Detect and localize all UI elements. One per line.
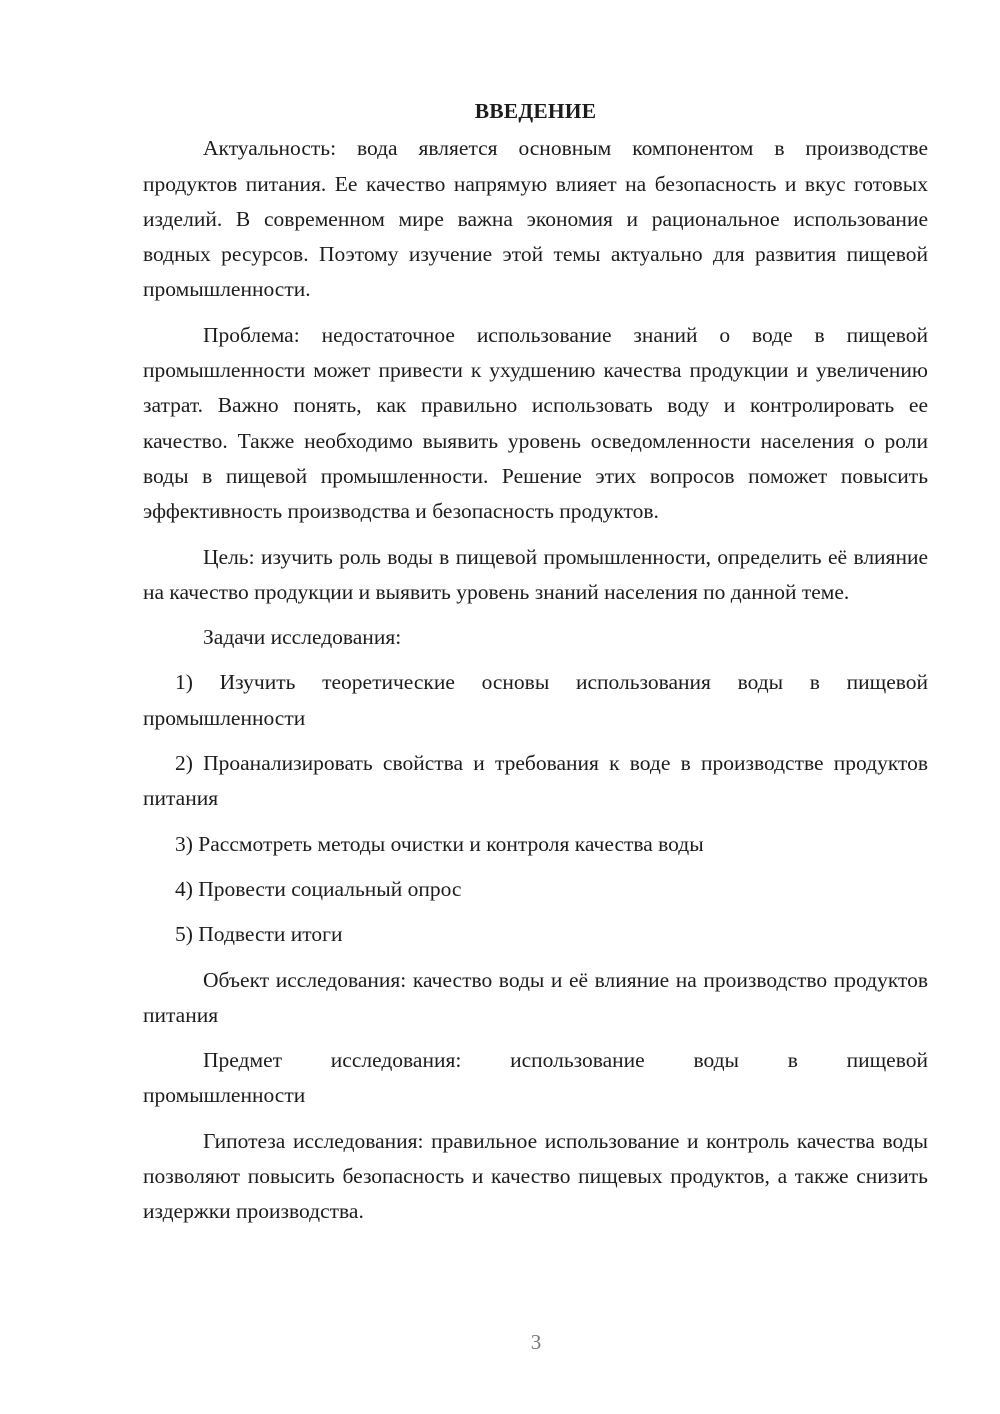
tasks-list <box>143 665 928 952</box>
object-paragraph: Объект исследования: качество воды и её влияние на производство продуктов питания <box>143 967 928 1027</box>
task-item-2: 2) Проанализировать свойства и требования к воде в производстве продуктов питания <box>143 751 928 811</box>
goal-paragraph: Цель: изучить роль воды в пищевой промышленности, определить её влияние на качество продукции и выявить уровень знаний населения по данной теме. <box>143 544 928 604</box>
task-item-3: 3) Рассмотреть методы очистки и контроля качества воды <box>175 831 704 856</box>
problem-paragraph: Проблема: недостаточное использование знаний о воде в пищевой промышленности может привести к ухудшению качества продукции и увеличению затрат. Важно понять, как правильно использовать воду и контролировать ее качество. Также необходимо выявить уровень осведомленности населения о роли воды в пищевой промышленности. Решение этих вопросов поможет повысить эффективность производства и безопасность продуктов. <box>143 322 928 524</box>
tasks-heading: Задачи исследования: <box>203 625 402 650</box>
page-number: 3 <box>530 1330 542 1354</box>
subject-line-1: Предмет исследования: использование воды в пищевой <box>203 1048 928 1073</box>
page-title: ВВЕДЕНИЕ <box>474 99 597 123</box>
hypothesis-paragraph: Гипотеза исследования: правильное использование и контроль качества воды позволяют повысить безопасность и качество пищевых продуктов, а также снизить издержки производства. <box>143 1128 928 1224</box>
relevance-paragraph: Актуальность: вода является основным компонентом в производстве продуктов питания. Ее качество напрямую влияет на безопасность и вкус готовых изделий. В современном мире важна экономия и рациональное использование водных ресурсов. Поэтому изучение этой темы актуально для развития пищевой промышленности. <box>143 136 928 302</box>
task-item-5: 5) Подвести итоги <box>175 922 343 947</box>
subject-paragraph <box>143 1043 928 1114</box>
subject-line-2: промышленности <box>143 1083 306 1108</box>
document-page <box>143 94 928 1240</box>
task-item-4: 4) Провести социальный опрос <box>175 876 462 901</box>
task-item-1: 1) Изучить теоретические основы использования воды в пищевой промышленности <box>143 670 928 730</box>
